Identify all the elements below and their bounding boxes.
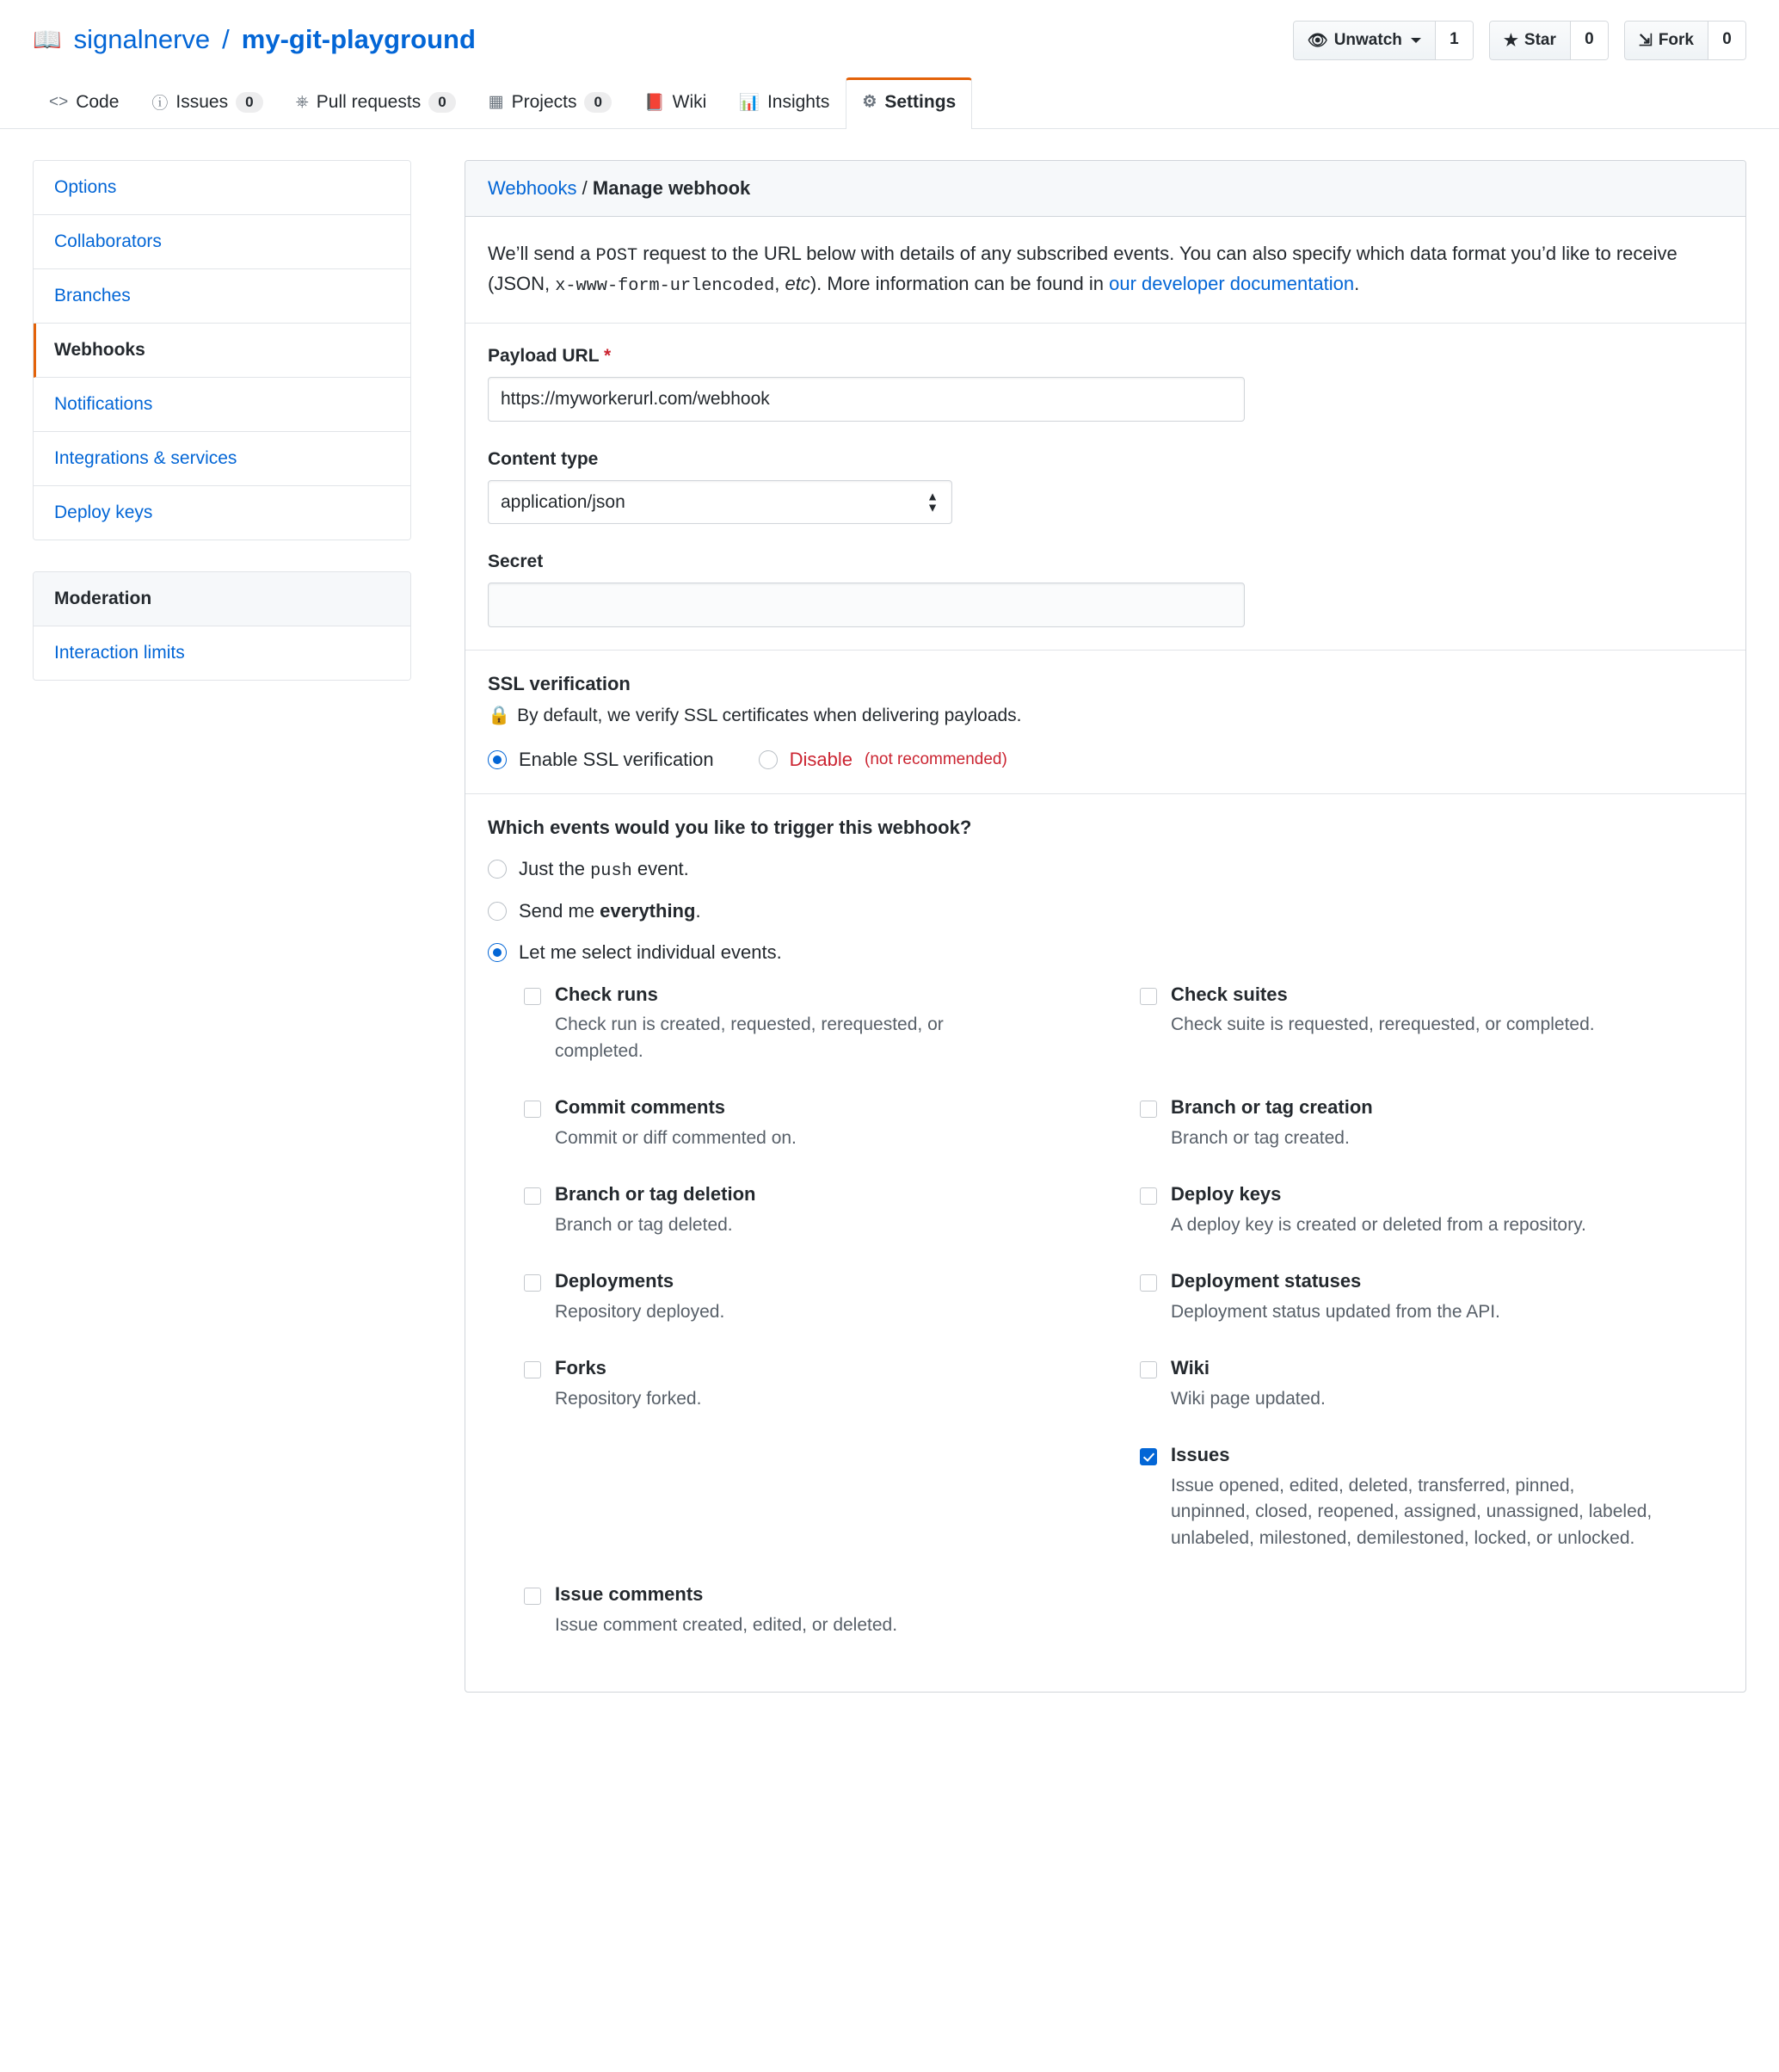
event-check-runs-desc: Check run is created, requested, rerequested, or completed. [555, 1014, 944, 1061]
eye-icon: 👁 [1307, 32, 1328, 50]
event-choice-push-radio[interactable] [488, 860, 507, 879]
event-branch-or-tag-creation-label: Branch or tag creation [1171, 1096, 1373, 1119]
unwatch-button[interactable] [1293, 21, 1436, 60]
sidebar-item-collaborators[interactable]: Collaborators [34, 215, 410, 269]
tab-code-label: Code [76, 91, 120, 112]
event-choice-push-post: event. [631, 857, 689, 879]
event-deployment-statuses-checkbox[interactable] [1140, 1274, 1157, 1292]
fork-label: Fork [1658, 31, 1694, 49]
event-deployments-desc: Repository deployed. [555, 1301, 725, 1322]
gear-icon: ⚙ [862, 93, 877, 111]
issue-opened-icon: ⓘ [151, 95, 169, 113]
event-deploy-keys-label: Deploy keys [1171, 1183, 1282, 1206]
event-issue-comments[interactable] [524, 1582, 1107, 1669]
repo-owner-link[interactable]: signalnerve [73, 24, 211, 54]
event-branch-or-tag-creation-desc: Branch or tag created. [1171, 1127, 1350, 1148]
webhook-form-row [465, 324, 1745, 651]
star-label: Star [1524, 31, 1556, 49]
content-type-label: Content type [488, 448, 599, 469]
ssl-note-text: By default, we verify SSL certificates when delivering payloads. [517, 705, 1022, 725]
event-choice-everything-radio[interactable] [488, 902, 507, 921]
chevron-down-icon [1411, 38, 1421, 43]
breadcrumb-current: Manage webhook [592, 177, 751, 199]
payload-url-group [488, 346, 1723, 422]
events-row [465, 794, 1745, 1693]
tab-issues[interactable] [135, 77, 279, 129]
intro-code-urlencoded: x-www-form-urlencoded [555, 276, 775, 297]
code-icon: <> [49, 92, 69, 111]
event-choice-individual-radio[interactable] [488, 943, 507, 962]
lock-icon: 🔒 [488, 705, 511, 725]
sidebar-item-options[interactable]: Options [34, 161, 410, 215]
repo-title-separator: / [222, 24, 230, 54]
event-deployment-statuses[interactable] [1140, 1269, 1723, 1356]
ssl-section-title: SSL verification [488, 672, 631, 694]
event-choice-everything-label [519, 900, 701, 922]
star-button-group[interactable] [1489, 21, 1609, 60]
git-pull-request-icon: ⎈ [295, 92, 309, 111]
event-choice-push[interactable] [488, 858, 1723, 881]
event-issue-comments-checkbox[interactable] [524, 1588, 541, 1605]
sidebar-item-integrations-services[interactable]: Integrations & services [34, 432, 410, 486]
ssl-verification-row [465, 651, 1745, 794]
payload-url-input[interactable] [488, 377, 1245, 422]
event-choice-everything[interactable] [488, 900, 1723, 922]
event-commit-comments-desc: Commit or diff commented on. [555, 1127, 797, 1148]
event-choice-everything-post: . [695, 899, 701, 922]
payload-url-label-text: Payload URL [488, 345, 600, 366]
event-branch-or-tag-deletion-desc: Branch or tag deleted. [555, 1214, 733, 1235]
sidebar-item-notifications[interactable]: Notifications [34, 378, 410, 432]
event-branch-or-tag-deletion-label: Branch or tag deletion [555, 1183, 756, 1206]
project-icon: ▦ [488, 93, 504, 111]
event-check-runs-label: Check runs [555, 983, 658, 1005]
event-choice-push-label [519, 858, 689, 881]
event-wiki-desc: Wiki page updated. [1171, 1388, 1326, 1409]
payload-url-required-mark: * [604, 345, 612, 366]
event-issues-desc: Issue opened, edited, deleted, transferred, pinned, unpinned, closed, reopened, assigned, unassigned, labeled, unlabeled, milestoned, demilestoned, locked, or unlocked. [1171, 1475, 1653, 1548]
settings-sidebar [33, 160, 411, 712]
event-forks[interactable] [524, 1356, 1107, 1443]
event-check-runs-checkbox[interactable] [524, 988, 541, 1005]
tab-projects[interactable] [472, 77, 628, 129]
event-check-suites[interactable] [1140, 983, 1723, 1095]
developer-documentation-link[interactable]: our developer documentation [1109, 273, 1355, 295]
event-issue-comments-desc: Issue comment created, edited, or deleted. [555, 1614, 898, 1635]
sidebar-item-interaction-limits[interactable]: Interaction limits [34, 626, 410, 680]
event-wiki-checkbox[interactable] [1140, 1361, 1157, 1378]
events-checkbox-grid [524, 983, 1723, 1670]
book-icon: 📕 [643, 93, 665, 112]
event-issues[interactable] [1140, 1443, 1723, 1582]
event-choice-everything-strong: everything [600, 899, 696, 922]
repo-name-link[interactable]: my-git-playground [241, 24, 476, 54]
webhook-intro-row [465, 217, 1745, 324]
content-type-select-wrap [488, 480, 952, 524]
tab-settings-label: Settings [884, 91, 957, 112]
sidebar-item-branches[interactable]: Branches [34, 269, 410, 324]
settings-menu [33, 160, 411, 540]
content-type-select[interactable] [488, 480, 952, 524]
event-check-runs[interactable] [524, 983, 1107, 1095]
event-forks-label: Forks [555, 1357, 606, 1379]
event-deployments-checkbox[interactable] [524, 1274, 541, 1292]
ssl-radio-group [488, 749, 1723, 771]
sidebar-item-webhooks[interactable]: Webhooks [34, 324, 410, 378]
repo-icon: 📖 [33, 27, 62, 52]
event-choice-individual-label: Let me select individual events. [519, 940, 782, 963]
event-issues-checkbox[interactable] [1140, 1448, 1157, 1465]
event-deploy-keys-desc: A deploy key is created or deleted from a repository. [1171, 1214, 1586, 1235]
tab-settings[interactable] [846, 77, 972, 129]
star-button[interactable] [1489, 21, 1571, 60]
intro-part-1: We’ll send a [488, 243, 596, 264]
tab-pull-requests-count: 0 [428, 92, 455, 113]
event-choice-push-code: push [590, 860, 632, 881]
secret-input[interactable] [488, 583, 1245, 627]
fork-button[interactable] [1624, 21, 1708, 60]
event-choice-push-pre: Just the [519, 857, 591, 879]
breadcrumb-separator: / [582, 177, 588, 199]
ssl-disable-radio[interactable] [759, 750, 778, 769]
ssl-disable-note: (not recommended) [865, 749, 1007, 768]
events-question: Which events would you like to trigger this webhook? [488, 816, 972, 838]
tab-wiki[interactable] [628, 77, 723, 129]
tab-projects-label: Projects [511, 91, 577, 112]
content-type-group [488, 449, 1723, 524]
ssl-note [488, 706, 1723, 726]
tab-insights[interactable] [723, 77, 846, 129]
secret-label: Secret [488, 551, 544, 571]
graph-icon: 📊 [739, 93, 760, 112]
secret-group [488, 552, 1723, 627]
event-wiki[interactable] [1140, 1356, 1723, 1443]
ssl-enable-radio[interactable] [488, 750, 507, 769]
moderation-heading: Moderation [34, 572, 410, 626]
event-deployment-statuses-desc: Deployment status updated from the API. [1171, 1301, 1500, 1322]
ssl-disable-option[interactable] [759, 749, 1007, 771]
intro-code-post: POST [595, 246, 638, 266]
payload-url-label [488, 346, 1723, 367]
event-forks-checkbox[interactable] [524, 1361, 541, 1378]
repo-actions [1293, 21, 1746, 60]
event-wiki-label: Wiki [1171, 1357, 1210, 1379]
tab-issues-label: Issues [175, 91, 229, 112]
event-branch-or-tag-creation-checkbox[interactable] [1140, 1101, 1157, 1118]
event-commit-comments-label: Commit comments [555, 1096, 726, 1119]
event-issues-label: Issues [1171, 1444, 1230, 1466]
manage-webhook-box [465, 160, 1746, 1693]
settings-page [0, 129, 1779, 1744]
intro-part-3: , [774, 273, 785, 295]
event-issue-comments-label: Issue comments [555, 1583, 704, 1606]
event-check-suites-desc: Check suite is requested, rerequested, or completed. [1171, 1014, 1595, 1035]
webhook-intro-text [488, 239, 1723, 300]
sidebar-item-deploy-keys[interactable]: Deploy keys [34, 486, 410, 540]
intro-part-2: request to the URL below with details of any subscribed events. You can also specify which data format you’d like to receive (JSON, [488, 243, 1677, 295]
event-branch-or-tag-deletion-checkbox[interactable] [524, 1187, 541, 1205]
event-forks-desc: Repository forked. [555, 1388, 702, 1409]
star-count[interactable]: 0 [1571, 21, 1609, 60]
event-choice-everything-pre: Send me [519, 899, 600, 922]
event-deploy-keys-checkbox[interactable] [1140, 1187, 1157, 1205]
intro-part-5: . [1354, 273, 1360, 295]
tab-issues-count: 0 [236, 92, 262, 113]
tab-code[interactable] [33, 77, 135, 129]
ssl-enable-option[interactable] [488, 749, 714, 771]
ssl-disable-label: Disable [789, 748, 853, 770]
fork-icon: ⇲ [1638, 31, 1653, 50]
event-deploy-keys[interactable] [1140, 1182, 1723, 1269]
intro-part-4: ). More information can be found in [809, 273, 1110, 295]
event-deployments[interactable] [524, 1269, 1107, 1356]
event-branch-or-tag-deletion[interactable] [524, 1182, 1107, 1269]
tab-pull-requests[interactable] [280, 77, 472, 129]
repo-header [0, 0, 1779, 55]
tab-projects-count: 0 [584, 92, 611, 113]
events-grid-spacer [524, 1443, 1107, 1582]
tab-insights-label: Insights [766, 91, 830, 112]
tab-wiki-label: Wiki [672, 91, 707, 112]
watch-count[interactable]: 1 [1436, 21, 1474, 60]
moderation-menu [33, 571, 411, 681]
watch-button-group[interactable] [1293, 21, 1474, 60]
event-deployments-label: Deployments [555, 1270, 674, 1292]
event-check-suites-label: Check suites [1171, 983, 1288, 1005]
fork-button-group[interactable] [1624, 21, 1746, 60]
intro-emphasis-etc: etc [785, 273, 810, 295]
fork-count[interactable]: 0 [1708, 21, 1746, 60]
events-choice-group [488, 858, 1723, 964]
breadcrumb [465, 161, 1745, 217]
event-choice-individual[interactable] [488, 941, 1723, 964]
event-branch-or-tag-creation[interactable] [1140, 1095, 1723, 1182]
repo-nav [0, 77, 1779, 129]
star-icon: ★ [1503, 31, 1518, 50]
webhook-main [465, 160, 1746, 1693]
ssl-enable-label: Enable SSL verification [519, 748, 714, 770]
unwatch-label: Unwatch [1333, 31, 1402, 49]
tab-pull-requests-label: Pull requests [316, 91, 422, 112]
event-commit-comments-checkbox[interactable] [524, 1101, 541, 1118]
select-chevrons-icon: ▲ ▼ [926, 489, 939, 515]
event-commit-comments[interactable] [524, 1095, 1107, 1182]
breadcrumb-webhooks-link[interactable]: Webhooks [488, 177, 577, 199]
event-deployment-statuses-label: Deployment statuses [1171, 1270, 1362, 1292]
event-check-suites-checkbox[interactable] [1140, 988, 1157, 1005]
